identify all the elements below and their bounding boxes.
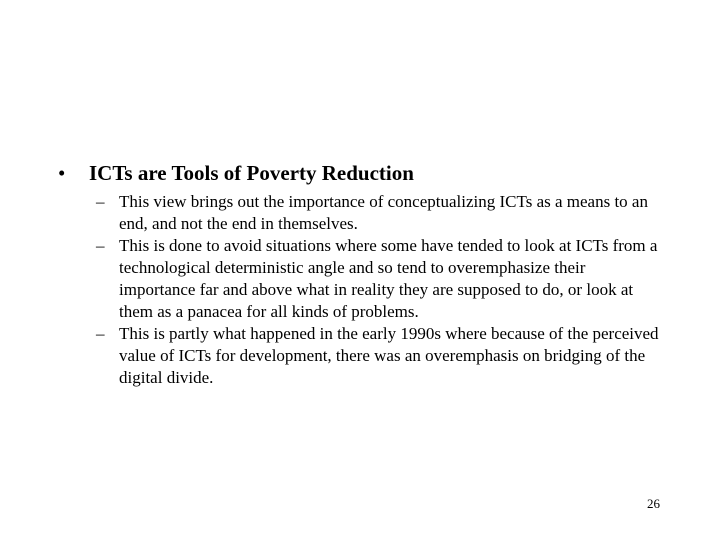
main-bullet-text: ICTs are Tools of Poverty Reduction bbox=[89, 161, 414, 185]
sub-bullet-item bbox=[96, 323, 666, 389]
sub-bullet-text: This view brings out the importance of conceptualizing ICTs as a means to an end, and not the end in themselves. bbox=[119, 192, 648, 233]
sub-bullet-item bbox=[96, 235, 666, 323]
bullet-marker: • bbox=[58, 161, 66, 185]
dash-marker: – bbox=[96, 192, 105, 211]
dash-marker: – bbox=[96, 236, 105, 255]
sub-bullet-text: This is partly what happened in the early 1990s where because of the perceived value of ICTs for development, there was an overemphasis on bridging of the digital divide. bbox=[119, 324, 659, 387]
sub-bullet-item bbox=[96, 191, 666, 235]
dash-marker: – bbox=[96, 324, 105, 343]
page-number: 26 bbox=[647, 496, 660, 511]
sub-bullet-list bbox=[96, 191, 666, 389]
sub-bullet-text: This is done to avoid situations where some have tended to look at ICTs from a technological deterministic angle and so tend to overemphasize their importance far and above what in reality they are supposed to do, or look at them as a panacea for all kinds of problems. bbox=[119, 236, 658, 321]
